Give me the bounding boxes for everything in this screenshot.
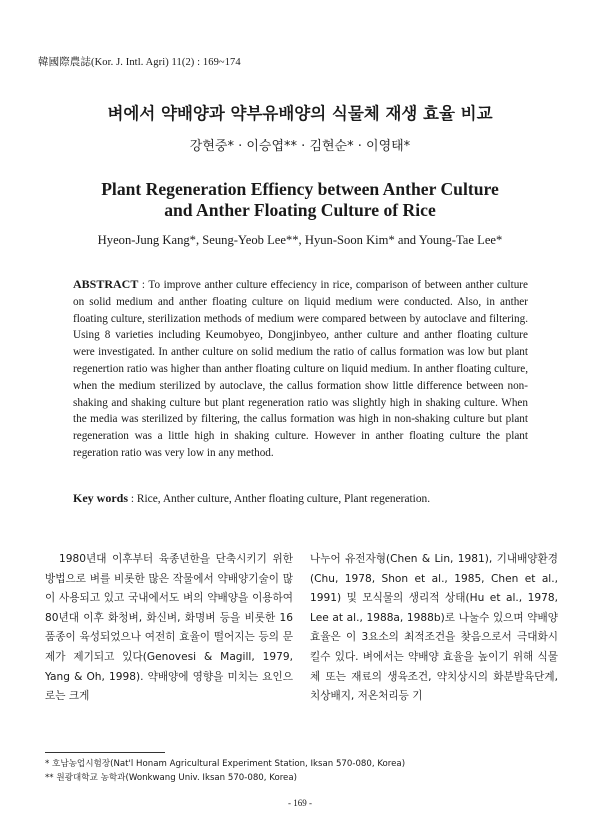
keywords-separator: : xyxy=(128,493,137,505)
abstract xyxy=(73,276,528,462)
abstract-label: ABSTRACT xyxy=(73,277,139,291)
keywords-label: Key words xyxy=(73,491,128,505)
english-title-line-1: Plant Regeneration Effiency between Anther Culture xyxy=(101,179,499,199)
footnote-divider xyxy=(45,752,165,753)
english-authors: Hyeon-Jung Kang*, Seung-Yeob Lee**, Hyun-Soon Kim* and Young-Tae Lee* xyxy=(97,233,503,247)
journal-citation: 韓國際農誌(Kor. J. Intl. Agri) 11(2) : 169~174 xyxy=(38,57,241,68)
korean-authors: 강현중* · 이승엽** · 김현순* · 이영태* xyxy=(189,139,411,154)
abstract-text: To improve anther culture effeciency in rice, comparison of between anther culture on solid medium and anther floating culture on liquid medium were conducted. Also, in anther floating culture, sterilization methods of medium were compared between by autoclave and filtering. Using 8 varieties including Keumobyeo, Dongjinbyeo, anther culture and anther floating culture were investigated. In anther culture on solid medium the ratio of callus formation was low but plant regenertion ratio was higher than anther floating culture on liquid medium. In anther floating culture, when the medium sterilized by autoclave, the callus formation show little difference between non-shaking and shaking culture but plant regeneration ratio was slightly high in shaking culture. When the media was sterilized by filtering, the callus formation was high in non-shaking culture but plant regeneration was a little high in shaking culture. However in anther floating culture the plant regeration ratio was very low in any method. xyxy=(73,279,528,459)
abstract-separator: : xyxy=(138,279,149,291)
english-title-line-2: and Anther Floating Culture of Rice xyxy=(164,200,436,220)
keywords-text: Rice, Anther culture, Anther floating culture, Plant regeneration. xyxy=(136,493,431,505)
body-left-column: 1980년대 이후부터 육종년한을 단축시키기 위한 방법으로 벼를 비롯한 많은 작물에서 약배양기술이 많이 사용되고 있고 국내에서도 벼의 약배양을 이용하여 80년대 이후 화청벼, 화신벼, 화명벼 등을 비롯한 16품종이 육성되었으나 여전히 효율이 떨어지는 등의 문제가 제기되고 있다(Genovesi & Magill, 1979, Yang & Oh, 1998). 약배양에 영향을 미치는 요인으로는 크게 xyxy=(45,553,293,703)
english-title xyxy=(0,179,600,221)
body-right-column: 나누어 유전자형(Chen & Lin, 1981), 기내배양환경(Chu, 1978, Shon et al., 1985, Chen et al., 1991) 및 모식물의 생리적 상태(Hu et al., 1978, Lee at al., 1988a, 1988b)로 나눌수 있으며 약배양 효율은 이 3요소의 최적조건을 찾음으로서 극대화시킬수 있다. 벼에서는 약배양 효율을 높이기 위해 식물체 또는 재료의 생육조건, 약치상시의 화분발육단계, 치상배지, 저온처리등 기 xyxy=(310,553,558,703)
korean-title: 벼에서 약배양과 약부유배양의 식물체 재생 효율 비교 xyxy=(107,104,493,123)
footnote-2: ** 원광대학교 농학과(Wonkwang Univ. Iksan 570-080, Korea) xyxy=(45,773,297,783)
footnote-1: * 호남농업시험장(Nat'l Honam Agricultural Experiment Station, Iksan 570-080, Korea) xyxy=(45,759,406,769)
page-number: - 169 - xyxy=(288,798,312,808)
keywords xyxy=(73,491,528,506)
